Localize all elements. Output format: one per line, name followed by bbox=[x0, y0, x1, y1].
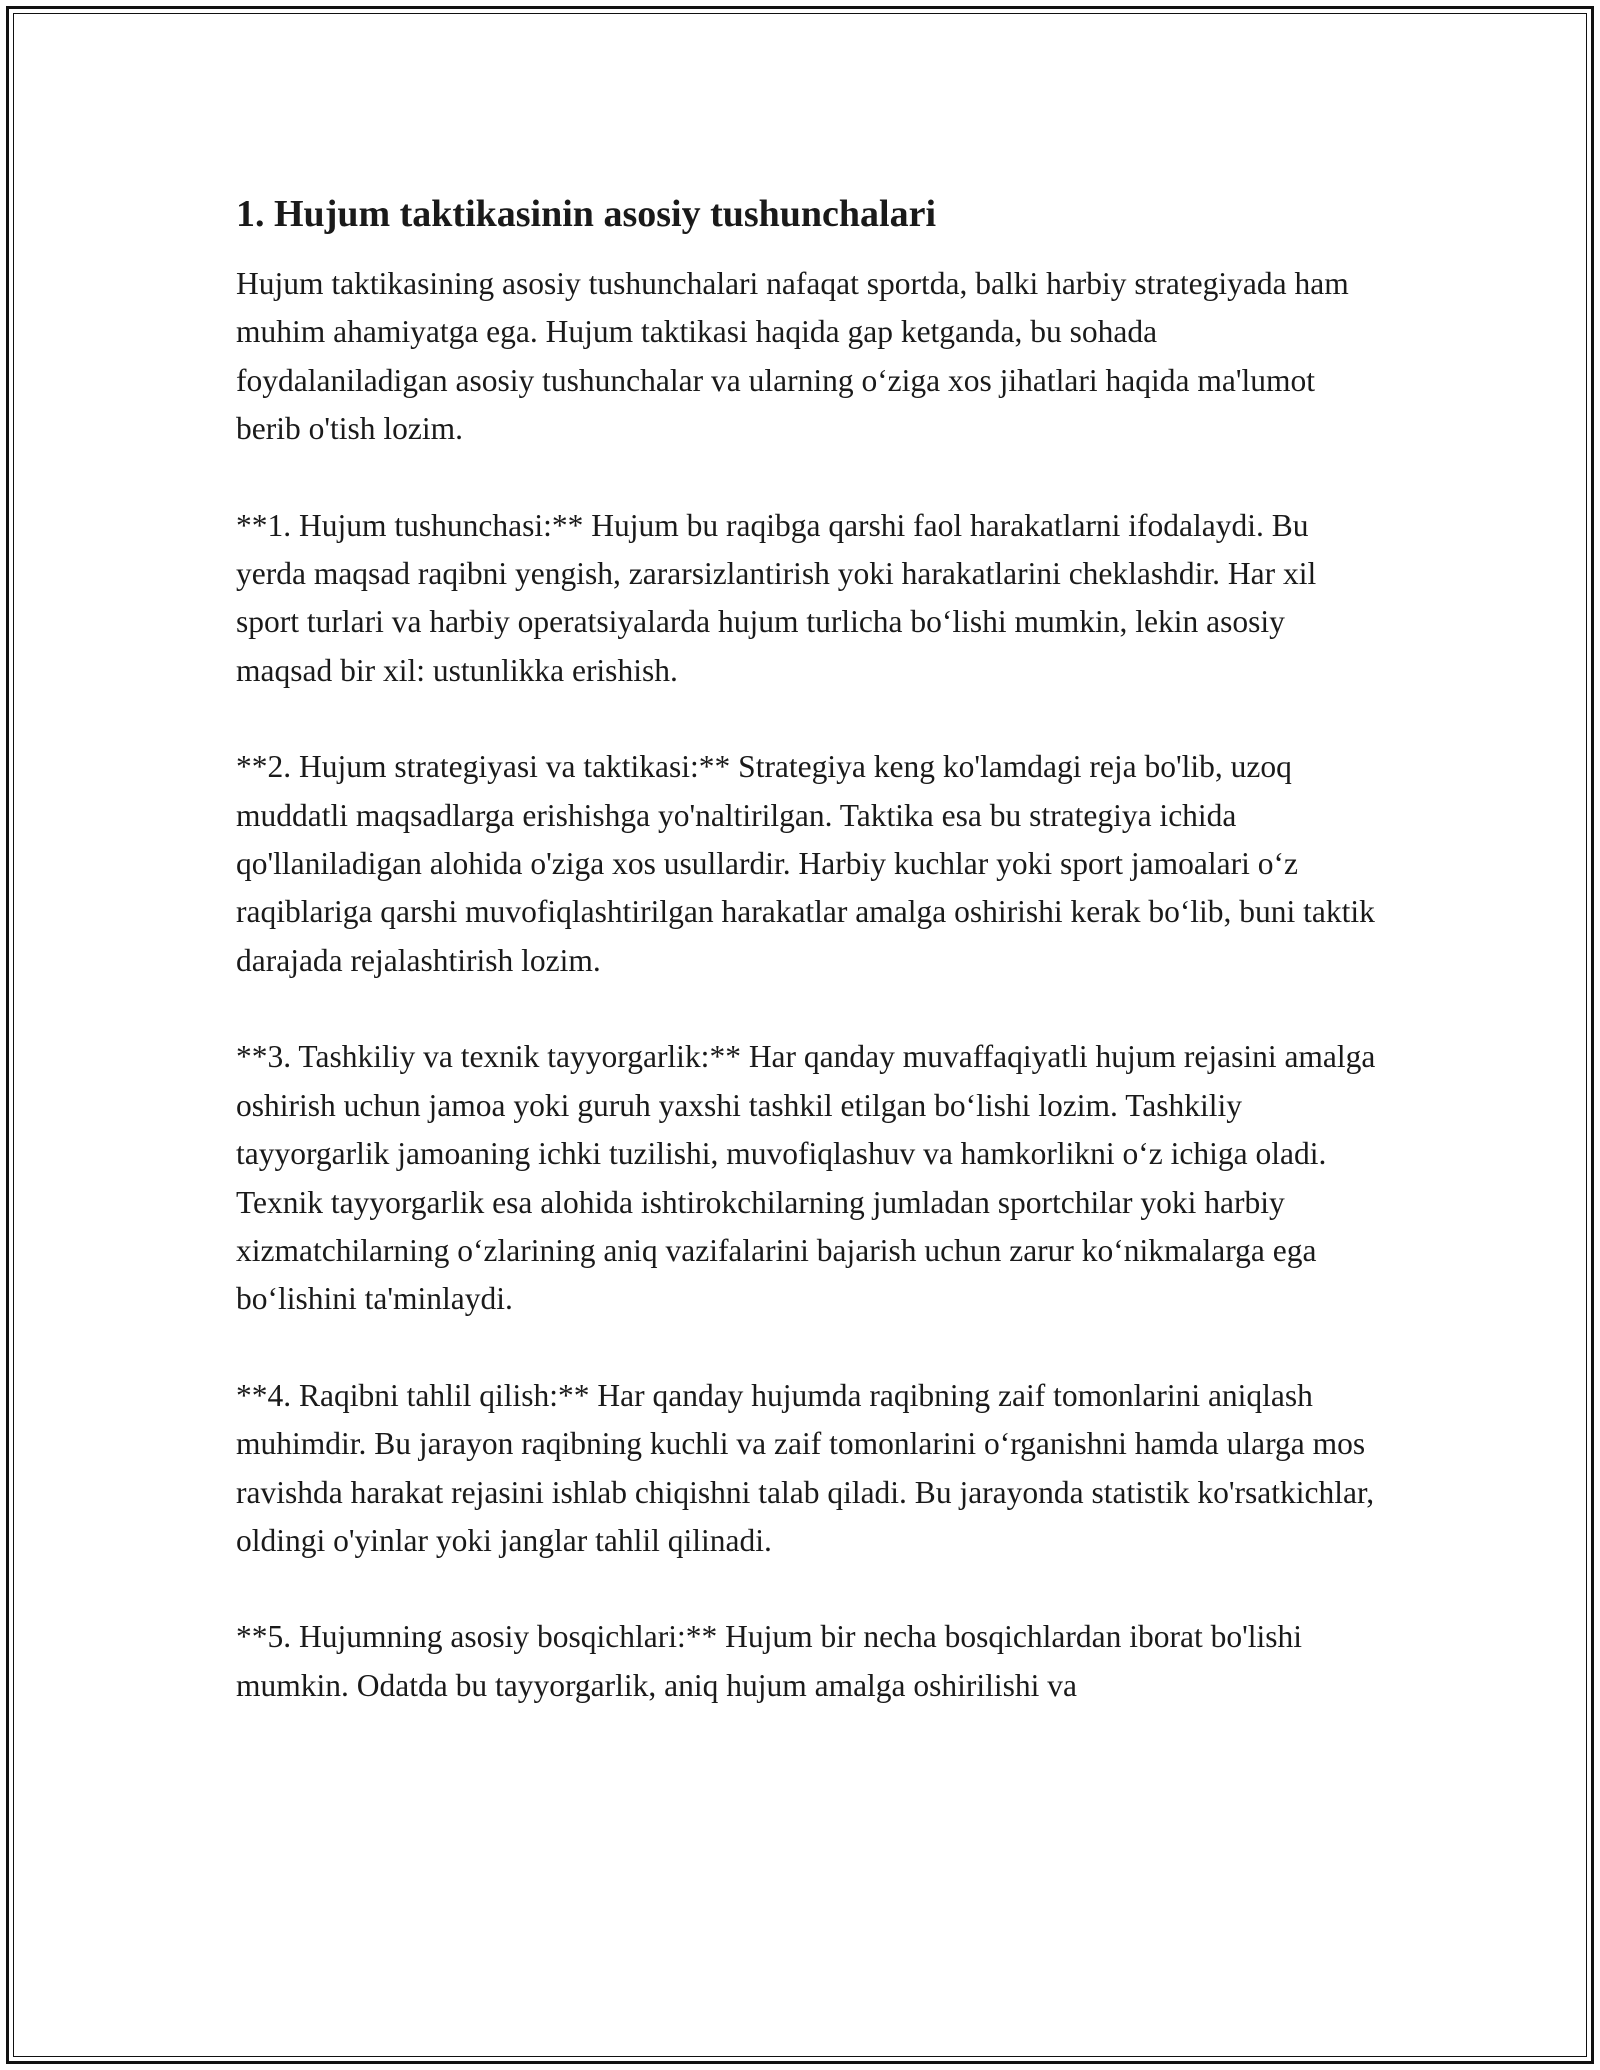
paragraph-preparation: **3. Tashkiliy va texnik tayyorgarlik:** Har qanday muvaffaqiyatli hujum rejasini amalga oshirish uchun jamoa yoki guruh yaxshi tashkil etilgan bo‘lishi lozim. Tashkiliy tayyorgarlik jamoaning ichki tuzilishi, muvofiqlashuv va hamkorlikni o‘z ichiga oladi. Texnik tayyorgarlik esa alohida ishtirokchilarning jumladan sportchilar yoki harbiy xizmatchilarning o‘zlarining aniq vazifalarini bajarish uchun zarur ko‘nikmalarga ega bo‘lishini ta'minlaydi. bbox=[236, 1039, 1376, 1317]
paragraph-strategy-tactics: **2. Hujum strategiyasi va taktikasi:** Strategiya keng ko'lamdagi reja bo'lib, uzoq muddatli maqsadlarga erishishga yo'naltirilgan. Taktika esa bu strategiya ichida qo'llaniladigan alohida o'ziga xos usullardir. Harbiy kuchlar yoki sport jamoalari o‘z raqiblariga qarshi muvofiqlashtirilgan harakatlar amalga oshirishi kerak bo‘lib, buni taktik darajada rejalashtirish lozim. bbox=[236, 749, 1375, 978]
paragraph-opponent-analysis: **4. Raqibni tahlil qilish:** Har qanday hujumda raqibning zaif tomonlarini aniqlash muhimdir. Bu jarayon raqibning kuchli va zaif tomonlarini o‘rganishni hamda ularga mos ravishda harakat rejasini ishlab chiqishni talab qiladi. Bu jarayonda statistik ko'rsatkichlar, oldingi o'yinlar yoki janglar tahlil qilinadi. bbox=[236, 1377, 1375, 1558]
paragraph-attack-concept: **1. Hujum tushunchasi:** Hujum bu raqibga qarshi faol harakatlarni ifodalaydi. Bu yerda maqsad raqibni yengish, zararsizlantirish yoki harakatlarini cheklashdir. Har xil sport turlari va harbiy operatsiyalarda hujum turlicha bo‘lishi mumkin, lekin asosiy maqsad bir xil: ustunlikka erishish. bbox=[236, 507, 1317, 688]
paragraph-attack-stages: **5. Hujumning asosiy bosqichlari:** Hujum bir necha bosqichlardan iborat bo'lishi mumkin. Odatda bu tayyorgarlik, aniq hujum amalga oshirilishi va bbox=[236, 1619, 1303, 1703]
section-heading: 1. Hujum taktikasinin asosiy tushunchalari bbox=[236, 193, 937, 235]
intro-paragraph: Hujum taktikasining asosiy tushunchalari nafaqat sportda, balki harbiy strategiyada ham muhim ahamiyatga ega. Hujum taktikasi haqida gap ketganda, bu sohada foydalaniladigan asosiy tushunchalar va ularning o‘ziga xos jihatlari haqida ma'lumot berib o'tish lozim. bbox=[236, 266, 1349, 447]
document-body bbox=[236, 188, 1376, 1758]
